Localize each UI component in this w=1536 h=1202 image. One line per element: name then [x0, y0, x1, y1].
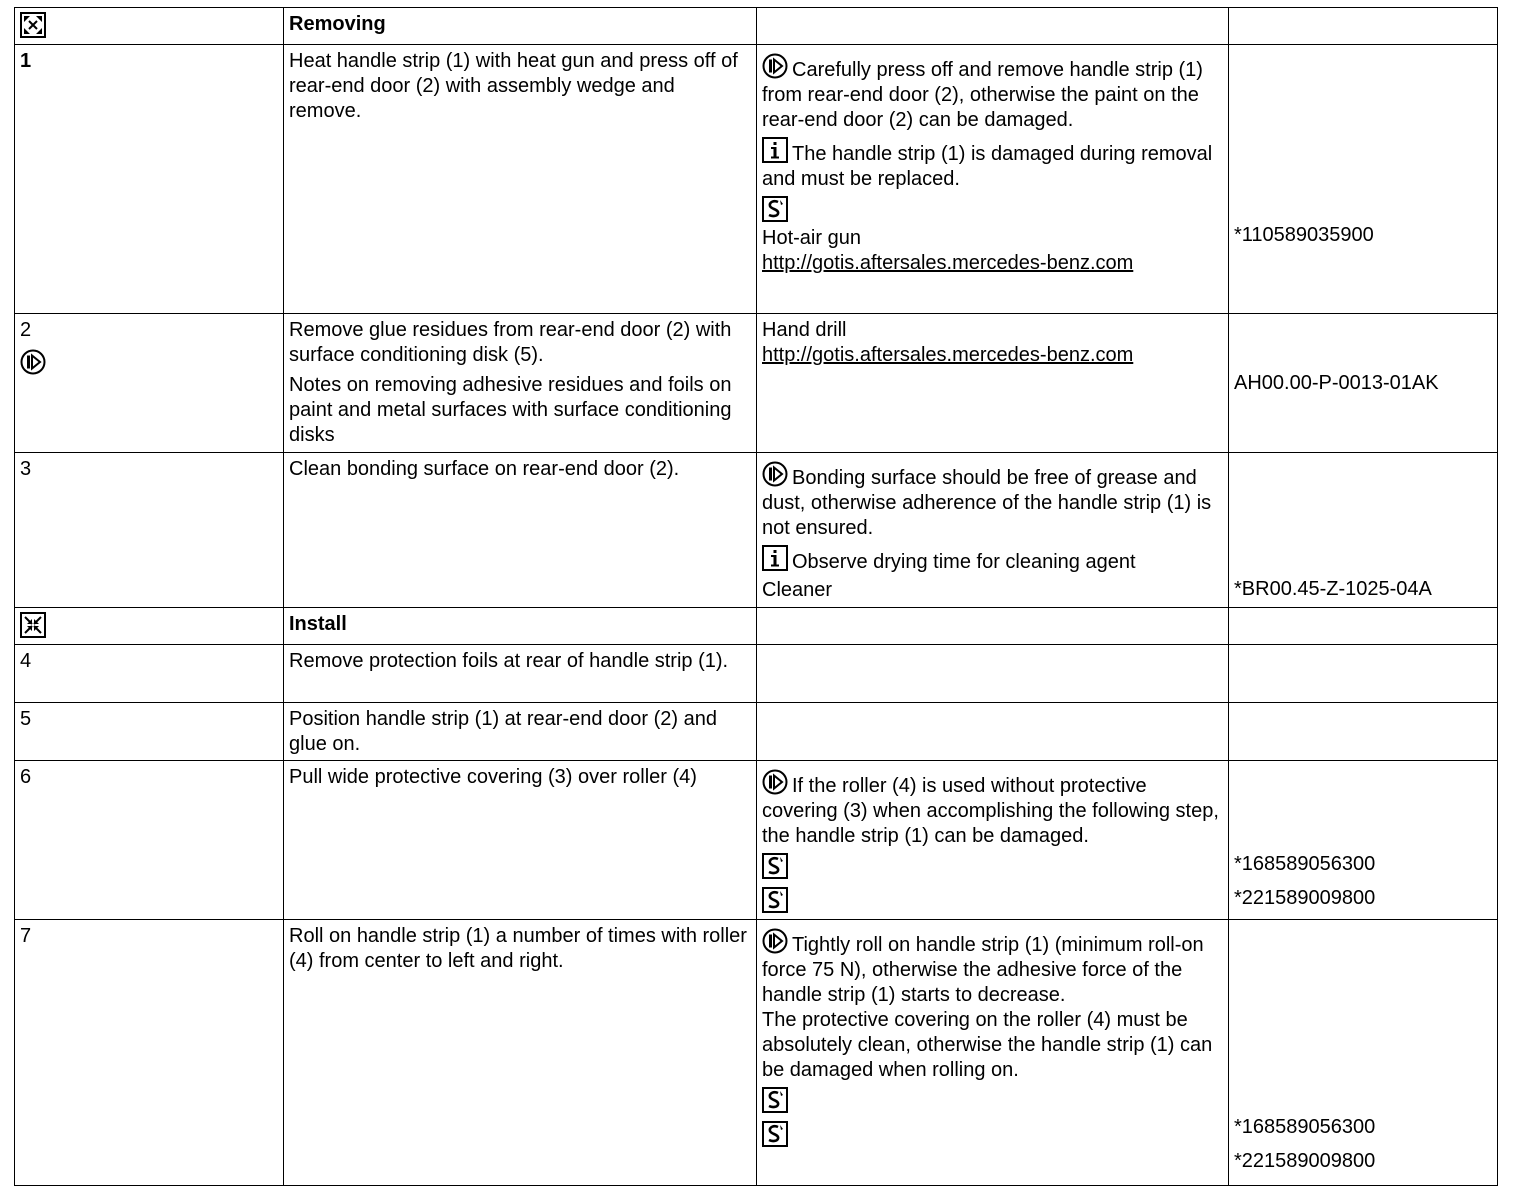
- caution-note: If the roller (4) is used without protective covering (3) when accomplishing the following step, the handle strip (1) can be damaged.: [762, 769, 1225, 849]
- section-row-install: [15, 608, 1498, 645]
- step-instruction: Pull wide protective covering (3) over roller (4): [284, 761, 757, 920]
- section-row-removing: [15, 8, 1498, 45]
- step-notes: [757, 45, 1229, 314]
- info-note: Observe drying time for cleaning agent: [762, 545, 1225, 575]
- step-instruction: Clean bonding surface on rear-end door (2).: [284, 453, 757, 608]
- tool-name: Hand drill: [762, 319, 847, 341]
- tool-link[interactable]: http://gotis.aftersales.mercedes-benz.com: [762, 252, 1134, 274]
- remove-section-icon: [20, 12, 46, 38]
- step-row-1: [15, 45, 1498, 314]
- step-instruction: Position handle strip (1) at rear-end door (2) and glue on.: [284, 703, 757, 761]
- caution-note: Tightly roll on handle strip (1) (minimum roll-on force 75 N), otherwise the adhesive force of the handle strip (1) starts to decrease.: [762, 928, 1225, 1008]
- step-instruction: Roll on handle strip (1) a number of times with roller (4) from center to left and right.: [284, 920, 757, 1186]
- special-tool-icon: [762, 887, 788, 913]
- step-row-7: [15, 920, 1498, 1186]
- step-row-4: [15, 645, 1498, 703]
- step-number: 7: [20, 925, 32, 947]
- document-reference[interactable]: AH00.00-P-0013-01AK: [1234, 372, 1439, 394]
- procedure-table: [14, 7, 1498, 1186]
- step-number: 2: [20, 319, 32, 341]
- tool-link[interactable]: http://gotis.aftersales.mercedes-benz.com: [762, 344, 1134, 366]
- caution-note-continued: The protective covering on the roller (4) must be absolutely clean, otherwise the handle strip (1) can be damaged when rolling on.: [762, 1009, 1213, 1081]
- step-row-3: [15, 453, 1498, 608]
- step-number: 5: [20, 708, 32, 730]
- caution-note: Bonding surface should be free of grease and dust, otherwise adherence of the handle strip (1) is not ensured.: [762, 461, 1225, 541]
- step-number: 4: [20, 650, 32, 672]
- material-name: Cleaner: [762, 579, 833, 601]
- part-number: *168589056300: [1234, 1115, 1376, 1138]
- part-number: *221589009800: [1234, 1149, 1376, 1172]
- section-title: Install: [284, 608, 757, 645]
- section-title: Removing: [284, 8, 757, 45]
- step-number: 1: [20, 50, 32, 72]
- tool-name: Hot-air gun: [762, 227, 861, 249]
- step-instruction: Heat handle strip (1) with heat gun and press off of rear-end door (2) with assembly wedge and remove.: [284, 45, 757, 314]
- step-number: 6: [20, 766, 32, 788]
- part-number: *168589056300: [1234, 852, 1376, 875]
- install-section-icon: [20, 612, 46, 638]
- material-reference[interactable]: *BR00.45-Z-1025-04A: [1234, 578, 1432, 600]
- step-row-6: [15, 761, 1498, 920]
- info-icon: [762, 137, 788, 163]
- caution-icon: [762, 928, 788, 954]
- step-number: 3: [20, 458, 32, 480]
- special-tool-icon: [762, 853, 788, 879]
- caution-icon: [762, 461, 788, 487]
- caution-icon: [762, 769, 788, 795]
- step-instruction: Remove glue residues from rear-end door (2) with surface conditioning disk (5).: [289, 319, 732, 366]
- caution-icon: [762, 53, 788, 79]
- special-tool-icon: [762, 1121, 788, 1147]
- section-icon-cell: [15, 8, 284, 45]
- step-row-5: [15, 703, 1498, 761]
- special-tool-icon: [762, 196, 788, 222]
- special-tool-icon: [762, 1087, 788, 1113]
- step-instruction: Remove protection foils at rear of handle strip (1).: [284, 645, 757, 703]
- caution-note: Carefully press off and remove handle strip (1) from rear-end door (2), otherwise the paint on the rear-end door (2) can be damaged.: [762, 53, 1225, 133]
- caution-icon: [20, 349, 46, 375]
- part-number: *221589009800: [1234, 886, 1376, 909]
- info-icon: [762, 545, 788, 571]
- step-row-2: [15, 314, 1498, 453]
- part-number: *110589035900: [1234, 224, 1374, 246]
- note-reference-text: Notes on removing adhesive residues and foils on paint and metal surfaces with surface conditioning disks: [289, 374, 732, 446]
- info-note: The handle strip (1) is damaged during removal and must be replaced.: [762, 137, 1225, 192]
